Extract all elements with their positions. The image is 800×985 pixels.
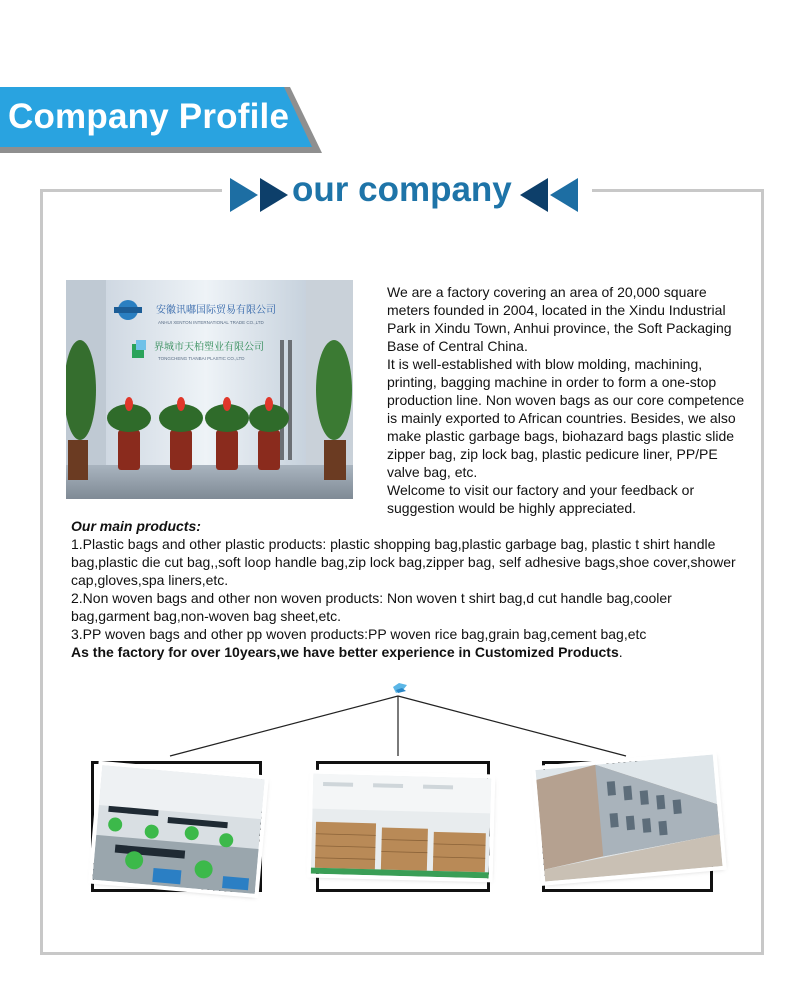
double-arrow-right-icon — [230, 178, 292, 212]
double-arrow-left-icon — [520, 178, 582, 212]
product-item: 1.Plastic bags and other plastic products: plastic shopping bag,plastic garbage bag, plastic t shirt handle bag,plastic die cut bag,,soft loop handle bag,zip lock bag,zipper bag, self adhesive bags,shoe cover,shower cap,gloves,spa liners,etc. — [71, 536, 736, 588]
page-title: Company Profile — [8, 97, 290, 136]
intro-paragraph: It is well-established with blow molding, machining, printing, bagging machine in order to form a one-stop production line. Non woven bags as our core competence is mainly exported to African countries. Besides, we also make plastic garbage bags, biohazard bags plastic slide zipper bag, zip lock bag, plastic pedicure liner, PP/PE valve bag, etc. — [387, 356, 745, 480]
workshop-photo — [92, 765, 264, 894]
pin-icon — [393, 683, 407, 693]
product-item: 2.Non woven bags and other non woven products: Non woven t shirt bag,d cut handle bag,cooler bag,garment bag,non-woven bag sheet,etc. — [71, 590, 672, 624]
intro-paragraph: We are a factory covering an area of 20,000 square meters founded in 2004, located in the Xindu Industrial Park in Xindu Town, Anhui province, the Soft Packaging Base of Central China. — [387, 284, 732, 354]
section-heading — [222, 170, 592, 214]
header-banner — [0, 87, 322, 153]
warehouse-photo — [311, 774, 492, 879]
sign-line-4: TONGCHENG TIANBAI PLASTIC CO.,LTD — [158, 356, 245, 361]
closing-bold: As the factory for over 10years,we have better experience in Customized Products — [71, 644, 619, 660]
office-reception-photo — [66, 280, 353, 499]
intro-paragraph: Welcome to visit our factory and your feedback or suggestion would be highly appreciated. — [387, 482, 695, 516]
sign-line-2: ANHUI XENTON INTERNATIONAL TRADE CO.,LTD — [158, 320, 264, 325]
product-item: 3.PP woven bags and other pp woven products:PP woven rice bag,grain bag,cement bag,etc — [71, 626, 647, 642]
section-title: our company — [292, 170, 512, 209]
closing-statement — [71, 643, 751, 661]
main-products — [71, 517, 751, 661]
closing-period: . — [618, 644, 623, 660]
products-heading: Our main products: — [71, 518, 201, 534]
sign-line-1: 安徽讯嘟国际贸易有限公司 — [156, 305, 276, 316]
company-intro — [387, 283, 747, 517]
sign-line-3: 界城市天柏塑业有限公司 — [154, 342, 264, 353]
factory-building-photo — [535, 754, 722, 881]
